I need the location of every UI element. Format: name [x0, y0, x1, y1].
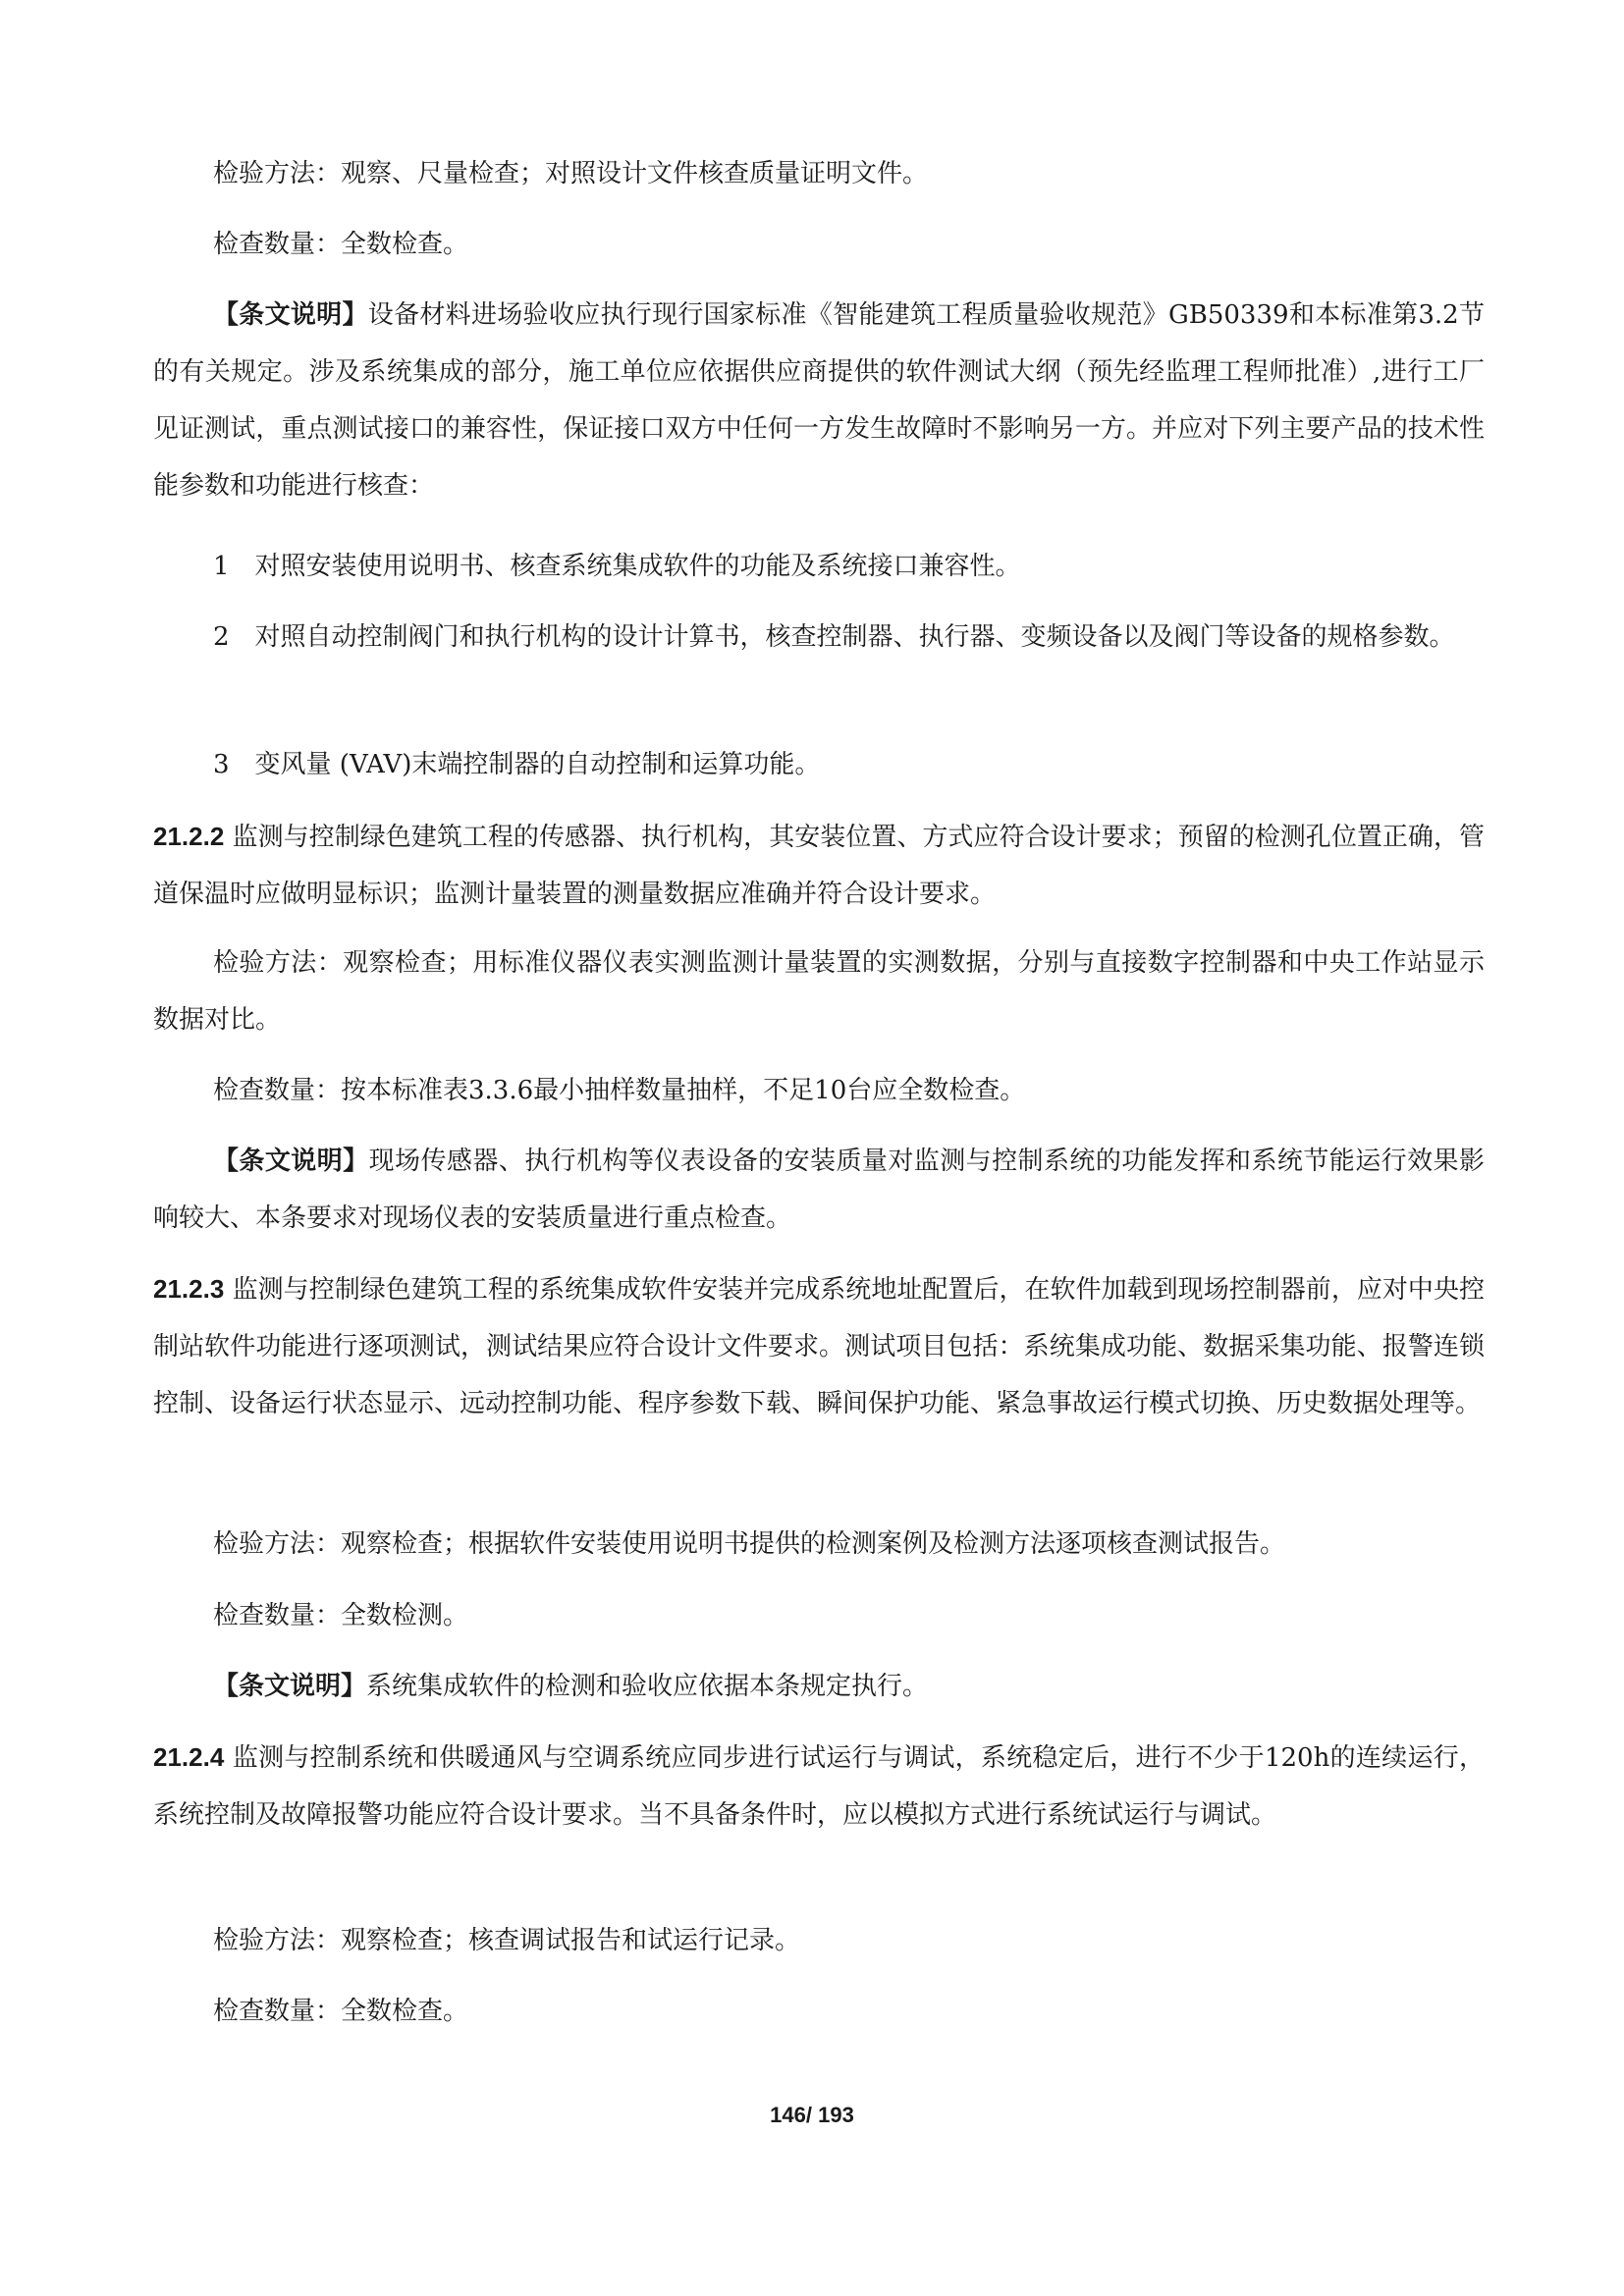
explanation-label: 【条文说明】	[213, 1147, 369, 1176]
inspection-method-2: 检验方法：观察检查；用标准仪器仪表实测监测计量装置的实测数据，分别与直接数字控制器和中央工作站显示数据对比。	[153, 948, 1485, 1035]
clause-number: 21.2.4	[153, 1742, 225, 1772]
inspection-method-3: 检验方法：观察检查；根据软件安装使用说明书提供的检测案例及检测方法逐项核查测试报告。	[213, 1529, 1286, 1559]
inspection-quantity-4: 检查数量：全数检查。	[213, 1997, 469, 2026]
clause-explanation-3: 【条文说明】系统集成软件的检测和验收应依据本条规定执行。	[213, 1672, 929, 1701]
clause-21-2-4: 21.2.4 监测与控制系统和供暖通风与空调系统应同步进行试运行与调试，系统稳定后，进行不少于120h的连续运行，系统控制及故障报警功能应符合设计要求。当不具备条件时，应以模拟方式进行系统试运行与调试。	[153, 1742, 1485, 1830]
clause-21-2-3: 21.2.3 监测与控制绿色建筑工程的系统集成软件安装并完成系统地址配置后，在软件加载到现场控制器前，应对中央控制站软件功能进行逐项测试，测试结果应符合设计文件要求。测试项目包括：系统集成功能、数据采集功能、报警连锁控制、设备运行状态显示、远动控制功能、程序参数下载、瞬间保护功能、紧急事故运行模式切换、历史数据处理等。	[153, 1274, 1485, 1418]
inspection-quantity-2: 检查数量：按本标准表3.3.6最小抽样数量抽样，不足10台应全数检查。	[213, 1076, 1026, 1105]
explanation-label: 【条文说明】	[213, 300, 368, 330]
list-item-3: 3 变风量 (VAV)末端控制器的自动控制和运算功能。	[213, 750, 821, 779]
list-item-2: 2 对照自动控制阀门和执行机构的设计计算书，核查控制器、执行器、变频设备以及阀门等设备的规格参数。	[213, 622, 1455, 652]
clause-21-2-2: 21.2.2 监测与控制绿色建筑工程的传感器、执行机构，其安装位置、方式应符合设计要求；预留的检测孔位置正确，管道保温时应做明显标识；监测计量装置的测量数据应准确并符合设计要求。	[153, 822, 1485, 909]
inspection-quantity-3: 检查数量：全数检测。	[213, 1601, 469, 1630]
inspection-method-4: 检验方法：观察检查；核查调试报告和试运行记录。	[213, 1926, 801, 1955]
list-item-1: 1 对照安装使用说明书、核查系统集成软件的功能及系统接口兼容性。	[213, 552, 1021, 581]
clause-explanation-1: 【条文说明】设备材料进场验收应执行现行国家标准《智能建筑工程质量验收规范》GB50339和本标准第3.2节的有关规定。涉及系统集成的部分，施工单位应依据供应商提供的软件测试大纲（预先经监理工程师批准）,进行工厂见证测试，重点测试接口的兼容性，保证接口双方中任何一方发生故障时不影响另一方。并应对下列主要产品的技术性能参数和功能进行核查：	[153, 300, 1485, 501]
clause-number: 21.2.2	[153, 822, 225, 851]
inspection-quantity-1: 检查数量：全数检查。	[213, 230, 469, 259]
page-number: 146/ 193	[770, 2103, 854, 2127]
clause-explanation-2: 【条文说明】现场传感器、执行机构等仪表设备的安装质量对监测与控制系统的功能发挥和系统节能运行效果影响较大、本条要求对现场仪表的安装质量进行重点检查。	[153, 1147, 1485, 1233]
explanation-label: 【条文说明】	[213, 1672, 367, 1701]
inspection-method-1: 检验方法：观察、尺量检查；对照设计文件核查质量证明文件。	[213, 159, 929, 188]
clause-number: 21.2.3	[153, 1274, 225, 1304]
